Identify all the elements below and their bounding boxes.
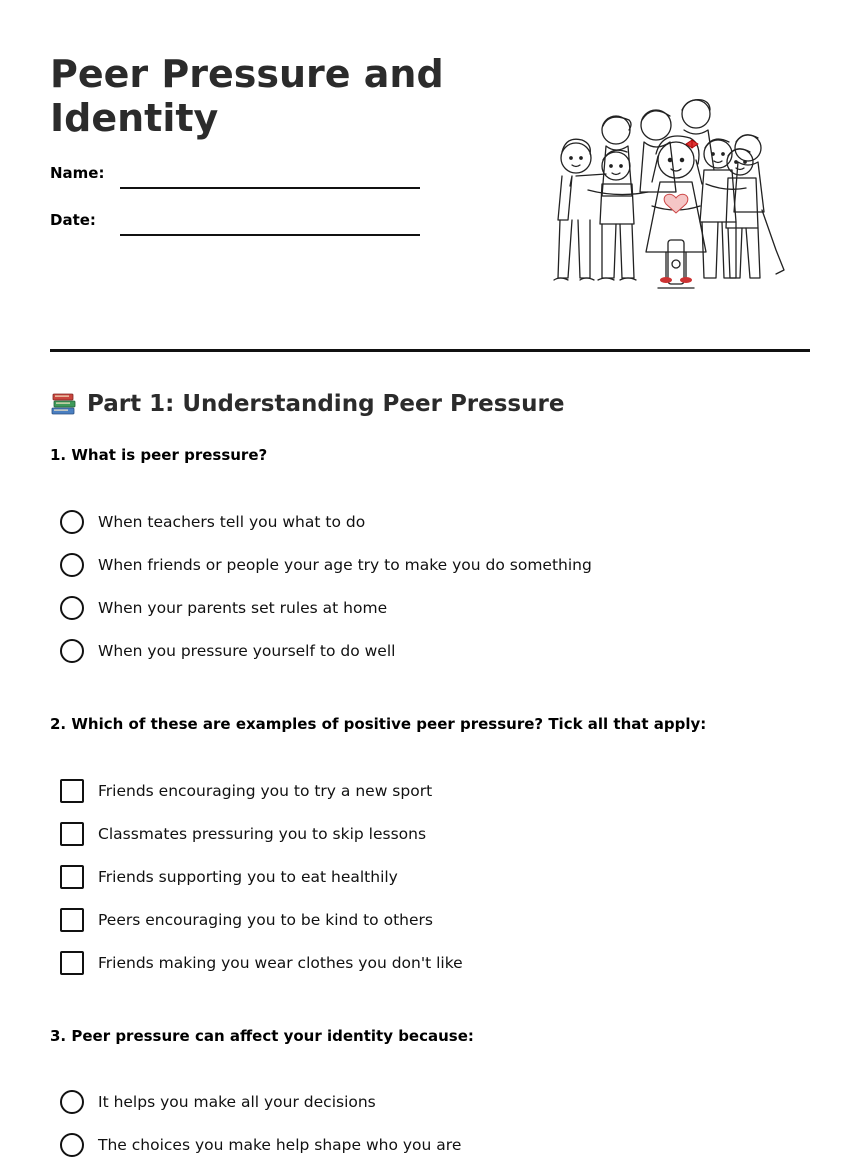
q3-option-2[interactable] (60, 1132, 461, 1158)
checkbox[interactable] (60, 951, 84, 975)
q2-option-5[interactable] (60, 950, 463, 976)
checkbox[interactable] (60, 779, 84, 803)
option-label: Peers encouraging you to be kind to others (98, 911, 433, 929)
worksheet-title: Peer Pressure and Identity (50, 52, 444, 140)
radio-button[interactable] (60, 553, 84, 577)
radio-button[interactable] (60, 639, 84, 663)
date-write-line[interactable] (120, 234, 420, 236)
books-icon (50, 390, 78, 418)
group-of-children-illustration (548, 90, 798, 300)
radio-button[interactable] (60, 1090, 84, 1114)
option-label: Classmates pressuring you to skip lessons (98, 825, 427, 843)
date-label: Date: (50, 211, 96, 229)
q2-option-2[interactable] (60, 821, 426, 847)
checkbox[interactable] (60, 908, 84, 932)
option-label: Friends making you wear clothes you don't like (98, 954, 463, 972)
q1-option-1[interactable] (60, 509, 365, 535)
q2-option-3[interactable] (60, 864, 398, 890)
date-field (50, 211, 420, 235)
radio-button[interactable] (60, 510, 84, 534)
part1-heading (50, 388, 564, 420)
name-write-line[interactable] (120, 187, 420, 189)
option-label: Friends supporting you to eat healthily (98, 868, 398, 886)
q1-option-4[interactable] (60, 638, 395, 664)
header-divider (50, 349, 810, 352)
option-label: When friends or people your age try to make you do something (98, 556, 592, 574)
radio-button[interactable] (60, 596, 84, 620)
q1-option-3[interactable] (60, 595, 387, 621)
name-field (50, 164, 420, 188)
question-1: 1. What is peer pressure? (50, 446, 268, 464)
question-2: 2. Which of these are examples of positive peer pressure? Tick all that apply: (50, 715, 707, 733)
q1-option-2[interactable] (60, 552, 592, 578)
checkbox[interactable] (60, 822, 84, 846)
option-label: When teachers tell you what to do (98, 513, 366, 531)
option-label: Friends encouraging you to try a new sport (98, 782, 433, 800)
checkbox[interactable] (60, 865, 84, 889)
question-3: 3. Peer pressure can affect your identity because: (50, 1027, 474, 1045)
option-label: It helps you make all your decisions (98, 1093, 376, 1111)
q2-option-1[interactable] (60, 778, 432, 804)
name-label: Name: (50, 164, 105, 182)
option-label: When you pressure yourself to do well (98, 642, 396, 660)
part1-heading-text: Part 1: Understanding Peer Pressure (87, 391, 565, 417)
radio-button[interactable] (60, 1133, 84, 1157)
option-label: When your parents set rules at home (98, 599, 388, 617)
q2-option-4[interactable] (60, 907, 433, 933)
q3-option-1[interactable] (60, 1089, 376, 1115)
option-label: The choices you make help shape who you are (98, 1136, 462, 1154)
